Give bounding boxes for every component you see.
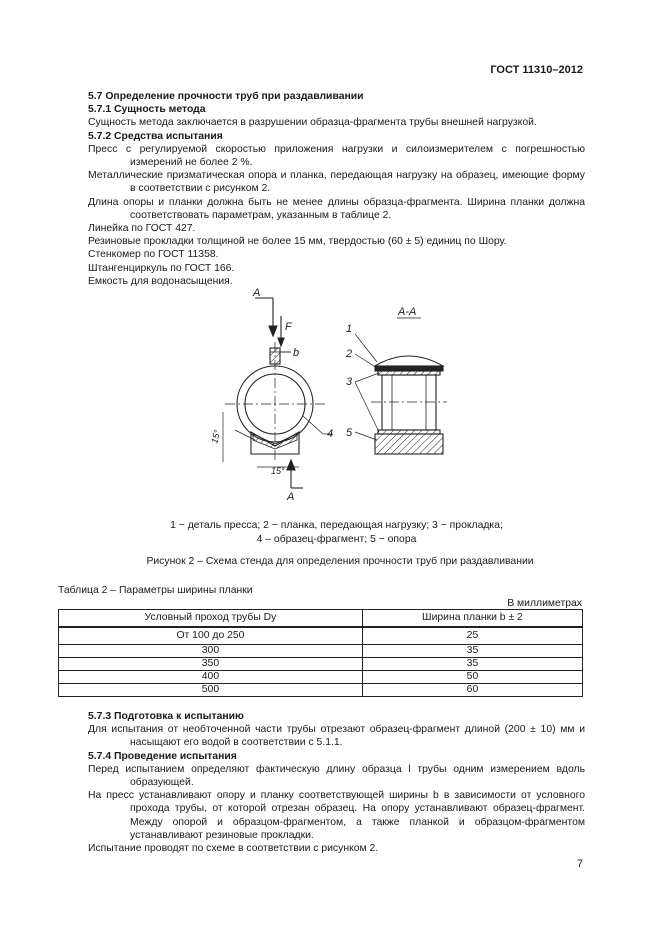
fig-label-a-top: A xyxy=(253,287,261,299)
paragraph-ruler: Линейка по ГОСТ 427. xyxy=(88,223,196,235)
section-title-5-7-1: 5.7.1 Сущность метода xyxy=(88,104,206,116)
table-cell: От 100 до 250 xyxy=(59,627,363,645)
parameters-table xyxy=(58,609,583,697)
table-cell: 400 xyxy=(59,671,363,684)
table-cell: 500 xyxy=(59,684,363,697)
paragraph-gaskets: Резиновые прокладки толщиной не более 15 мм, твердостью (60 ± 5) единиц по Шору. xyxy=(88,236,507,248)
table-cell: 35 xyxy=(362,645,582,658)
fig-number-3: 3 xyxy=(346,376,353,388)
column-header-diameter: Условный проход трубы Dу xyxy=(59,610,363,628)
table-cell: 25 xyxy=(362,627,582,645)
column-header-width: Ширина планки b ± 2 xyxy=(362,610,582,628)
fig-label-a-bottom: A xyxy=(287,491,295,503)
section-5-7 xyxy=(88,90,585,288)
legend-line-2: 4 – образец-фрагмент; 5 − опора xyxy=(256,533,417,545)
paragraph-container: Емкость для водонасыщения. xyxy=(88,275,233,287)
table-cell: 50 xyxy=(362,671,582,684)
table-cell: 60 xyxy=(362,684,582,697)
fig-label-aa: A-A xyxy=(398,306,417,318)
paragraph-5-7-1: Сущность метода заключается в разрушении образца-фрагмента трубы внешней нагрузкой. xyxy=(88,117,537,129)
section-title-5-7-2: 5.7.2 Средства испытания xyxy=(88,130,223,142)
paragraph-wall-gauge: Стенкомер по ГОСТ 11358. xyxy=(88,249,219,261)
figure-legend xyxy=(88,519,585,546)
table-row xyxy=(59,671,583,684)
table-title: Таблица 2 – Параметры ширины планки xyxy=(58,585,253,596)
paragraph-press: Пресс с регулируемой скоростью приложения нагрузки и силоизмерителем с погрешностью измерений не более 2 %. xyxy=(88,143,585,169)
table-cell: 350 xyxy=(59,658,363,671)
section-title-5-7-3: 5.7.3 Подготовка к испытанию xyxy=(88,711,244,722)
fig-label-f: F xyxy=(285,321,292,333)
section-5-7-3-4 xyxy=(88,710,585,855)
figure-caption: Рисунок 2 – Схема стенда для определения прочности труб при раздавливании xyxy=(146,556,534,567)
fig-number-5: 5 xyxy=(346,427,353,439)
paragraph-setup: На пресс устанавливают опору и планку соответствующей ширины b в зависимости от условного прохода трубы, от которой отрезан образец. На опору устанавливают образец-фрагмент. Между опорой и образцом-фрагментом, а также планкой и образцом-фрагментом устанавливают резиновые прокладки. xyxy=(88,790,585,841)
fig-number-2: 2 xyxy=(346,348,353,360)
table-row xyxy=(59,684,583,697)
page-number: 7 xyxy=(576,858,583,870)
paragraph-preparation: Для испытания от необточенной части трубы отрезают образец-фрагмент длиной (200 ± 10) мм и насыщают его водой в соответствии с 5.1.1. xyxy=(88,724,585,749)
paragraph-support: Металлические призматическая опора и планка, передающая нагрузку на образец, имеющие форму в соответствии с рисунком 2. xyxy=(88,170,585,195)
table-row xyxy=(59,645,583,658)
table-cell: 300 xyxy=(59,645,363,658)
section-title-5-7: 5.7 Определение прочности труб при раздавливании xyxy=(88,91,364,102)
table-units: В миллиметрах xyxy=(507,598,582,609)
fig-label-15-left: 15° xyxy=(209,428,223,445)
paragraph-length: Длина опоры и планки должна быть не менее длины образца-фрагмента. Ширина планки должна соответствовать параметрам, указанным в таблице 2. xyxy=(88,196,585,221)
table-cell: 35 xyxy=(362,658,582,671)
fig-label-15-bottom: 15° xyxy=(271,466,285,476)
section-title-5-7-4: 5.7.4 Проведение испытания xyxy=(88,750,237,762)
fig-label-b: b xyxy=(293,347,300,359)
fig-number-1: 1 xyxy=(346,323,353,335)
paragraph-before-test: Перед испытанием определяют фактическую длину образца l трубы одним измерением вдоль образующей. xyxy=(88,763,585,789)
paragraph-caliper: Штангенциркуль по ГОСТ 166. xyxy=(88,262,235,274)
fig-number-4: 4 xyxy=(327,428,334,440)
table-row xyxy=(59,627,583,645)
legend-line-1: 1 − деталь пресса; 2 − планка, передающая нагрузку; 3 − прокладка; xyxy=(170,520,503,531)
paragraph-test: Испытание проводят по схеме в соответствии с рисунком 2. xyxy=(88,843,379,855)
table-header-row xyxy=(59,610,583,628)
table-row xyxy=(59,658,583,671)
standard-header: ГОСТ 11310–2012 xyxy=(490,64,583,76)
test-stand-figure xyxy=(195,282,465,512)
